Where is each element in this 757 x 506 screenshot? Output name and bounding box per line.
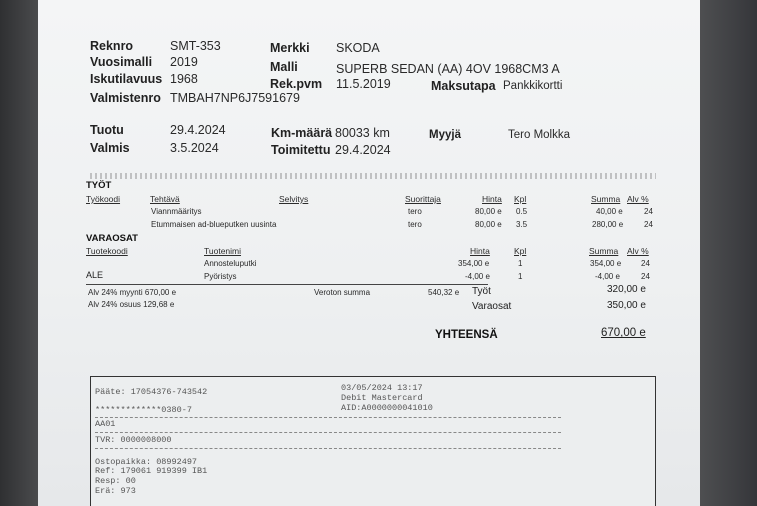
rekpvm-value: 11.5.2019 [336,77,391,91]
tyot-header-sum: Summa [591,194,621,204]
varaosat-total-label: Varaosat [472,301,512,312]
desk-background-right [700,0,757,506]
varaosat-row-name: Annosteluputki [204,259,257,268]
tyot-header-qty: Kpl [514,194,527,204]
tuotu-label: Tuotu [90,123,124,137]
valmistenro-value: TMBAH7NP6J7591679 [170,91,300,105]
merkki-label: Merkki [270,41,310,55]
tyot-row-sum: 280,00 e [592,220,624,229]
rekpvm-label: Rek.pvm [270,77,323,91]
tyot-row-performer: tero [408,220,422,229]
tyot-row-sum: 40,00 e [596,207,623,216]
tyot-row-qty: 0.5 [516,207,528,216]
maksutapa-value: Pankkikortti [503,80,563,92]
receipt-separator [95,417,561,418]
print-texture [90,173,656,179]
valmis-value: 3.5.2024 [170,141,219,155]
receipt-ref: Ref: 179061 919399 IB1 [95,466,208,476]
receipt-separator [95,448,561,449]
varaosat-row-sum: -4,00 e [595,272,620,281]
maksutapa-label: Maksutapa [431,79,496,93]
receipt-era: Erä: 973 [95,486,136,496]
varaosat-title: VARAOSAT [86,233,138,244]
varaosat-row-price: 354,00 e [458,259,490,268]
tyot-row-price: 80,00 e [475,220,502,229]
varaosat-header-qty: Kpl [514,246,527,256]
invoice-paper [38,0,700,506]
tyot-header-desc: Selvitys [279,194,309,204]
reknro-label: Reknro [90,39,134,53]
reknro-value: SMT-353 [170,39,221,53]
receipt-card-number: *************0380-7 [95,405,192,415]
tyot-title: TYÖT [86,180,112,191]
tyot-total-label: Työt [472,286,491,297]
myyja-label: Myyjä [429,129,461,141]
varaosat-header-name: Tuotenimi [204,246,242,256]
totals-divider [86,284,488,285]
myyja-value: Tero Molkka [508,129,570,141]
receipt-terminal: Pääte: 17054376-743542 [95,387,208,397]
grand-total-value: 670,00 e [601,327,646,339]
varaosat-header-code: Tuotekoodi [86,246,128,256]
varaosat-header-sum: Summa [589,246,619,256]
varaosat-header-vat: Alv % [627,246,649,256]
valmistenro-label: Valmistenro [90,91,161,105]
vuosimalli-value: 2019 [170,55,198,69]
tyot-header-vat: Alv % [627,194,649,204]
malli-label: Malli [270,60,298,74]
receipt-resp: Resp: 00 [95,476,136,486]
desk-background-left [0,0,38,506]
km-label: Km-määrä [271,126,333,140]
iskutilavuus-label: Iskutilavuus [90,72,163,86]
tyot-row-performer: tero [408,207,422,216]
alv-sales-text: Alv 24% myynti 670,00 e [88,288,177,297]
iskutilavuus-value: 1968 [170,72,198,86]
veroton-value: 540,32 e [428,288,460,297]
varaosat-row-name: Pyöristys [204,272,237,281]
tyot-row-vat: 24 [644,207,653,216]
merkki-value: SKODA [336,41,380,55]
km-value: 80033 km [335,126,390,140]
varaosat-row-vat: 24 [641,259,650,268]
varaosat-row-qty: 1 [518,272,523,281]
varaosat-header-price: Hinta [470,246,490,256]
veroton-label: Veroton summa [314,288,371,297]
varaosat-total-value: 350,00 e [607,300,646,311]
varaosat-row-sum: 354,00 e [590,259,622,268]
tyot-header-task: Tehtävä [150,194,180,204]
tyot-row-qty: 3.5 [516,220,528,229]
grand-total-label: YHTEENSÄ [435,329,498,341]
tyot-header-performer: Suorittaja [405,194,441,204]
receipt-aa: AA01 [95,419,116,429]
tyot-row-task: Etummaisen ad-blueputken uusinta [151,220,277,229]
receipt-tvr: TVR: 0000008000 [95,435,172,445]
varaosat-row-qty: 1 [518,259,523,268]
tyot-row-vat: 24 [644,220,653,229]
receipt-datetime: 03/05/2024 13:17 [341,383,423,393]
receipt-aid: AID:A0000000041010 [341,403,433,413]
varaosat-row-vat: 24 [641,272,650,281]
toimitettu-label: Toimitettu [271,143,331,157]
receipt-card-type: Debit Mastercard [341,393,423,403]
tyot-row-task: Viannmääritys [151,207,202,216]
receipt-separator [95,432,561,433]
toimitettu-value: 29.4.2024 [335,143,391,157]
receipt-ostopaikka: Ostopaikka: 08992497 [95,457,198,467]
tyot-row-price: 80,00 e [475,207,502,216]
tuotu-value: 29.4.2024 [170,123,226,137]
varaosat-row-price: -4,00 e [465,272,490,281]
valmis-label: Valmis [90,141,130,155]
vuosimalli-label: Vuosimalli [90,55,153,69]
tyot-header-price: Hinta [482,194,502,204]
tyot-total-value: 320,00 e [607,284,646,295]
malli-value: SUPERB SEDAN (AA) 4OV 1968CM3 A [336,62,560,76]
card-receipt [90,376,656,506]
alv-share-text: Alv 24% osuus 129,68 e [88,300,175,309]
tyot-header-code: Työkoodi [86,194,121,204]
varaosat-row-code: ALE [86,270,104,280]
